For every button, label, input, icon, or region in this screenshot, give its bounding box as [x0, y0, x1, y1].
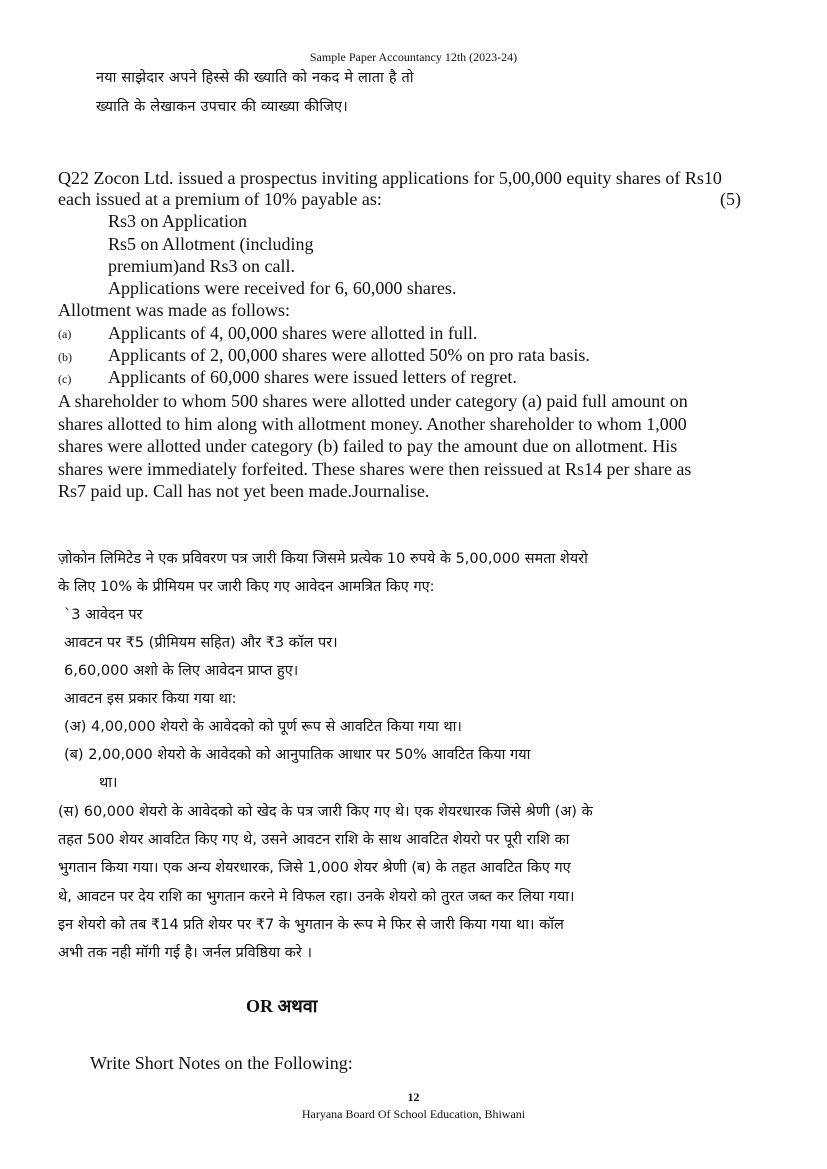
page-header: Sample Paper Accountancy 12th (2023-24) [309, 50, 518, 64]
hindi-line: के लिए 10% के प्रीमियम पर जारी किए गए आवेदन आमत्रित किए गए: [58, 579, 435, 596]
hindi-line: भुगतान किया गया। एक अन्य शेयरधारक, जिसे 1,000 शेयर श्रेणी (ब) के तहत आवटित किए गए [58, 860, 571, 877]
hindi-line: अभी तक नही मॉगी गई है। जर्नल प्रविष्ठिया करे । [58, 945, 312, 962]
allotment-item-text: Applicants of 60,000 shares were issued letters of regret. [108, 367, 517, 387]
marks-label: (5) [720, 189, 741, 209]
allotment-item-text: Applicants of 4, 00,000 shares were allotted in full. [108, 323, 478, 343]
q22-line-2: each issued at a premium of 10% payable as: [58, 189, 382, 209]
allotment-intro: Allotment was made as follows: [58, 300, 290, 320]
hindi-item-a: (अ) 4,00,000 शेयरो के आवेदको को पूर्ण रूप से आवटित किया गया था। [64, 719, 462, 735]
allotment-item-label: (a) [58, 327, 72, 341]
hindi-line: तहत 500 शेयर आवटित किए गए थे, उसने आवटन राशि के साथ आवटित शेयरो पर पूरी राशि का [58, 832, 570, 849]
footer-board: Haryana Board Of School Education, Bhiwani [301, 1107, 526, 1121]
q22-paragraph [58, 390, 765, 503]
paragraph-line: shares were allotted under category (b) failed to pay the amount due on allotment. His [58, 436, 678, 456]
allotment-item-label: (c) [58, 372, 72, 386]
q22-line-1: Q22 Zocon Ltd. issued a prospectus inviting applications for 5,00,000 equity shares of Rs10 [58, 168, 722, 188]
hindi-application: `3 आवेदन पर [64, 607, 143, 623]
hindi-line: इन शेयरो को तब ₹14 प्रति शेयर पर ₹7 के भुगतान के रूप मे फिर से जारी किया गया था। कॉल [58, 916, 564, 933]
hindi-item-b-cont: था। [99, 775, 118, 791]
hindi-line: (स) 60,000 शेयरो के आवेदको को खेद के पत्र जारी किए गए थे। एक शेयरधारक जिसे श्रेणी (अ) के [58, 804, 593, 820]
allotment-item-text: Applicants of 2, 00,000 shares were allotted 50% on pro rata basis. [108, 345, 590, 365]
q21-hindi-line-1: नया साझेदार अपने हिस्से की ख्याति को नकद मे लाता है तो [96, 70, 414, 86]
allotment-item-label: (b) [58, 350, 72, 364]
payment-call: premium)and Rs3 on call. [108, 256, 295, 276]
hindi-received: 6,60,000 अशो के लिए आवेदन प्राप्त हुए। [64, 663, 299, 679]
q21-hindi-line-2: ख्याति के लेखाकन उपचार की व्याख्या कीजिए। [96, 99, 348, 115]
q22-hindi-paragraph [58, 798, 764, 967]
applications-received: Applications were received for 6, 60,000 shares. [108, 278, 457, 298]
q22-question-intro [58, 167, 765, 190]
hindi-allotment: आवटन पर ₹5 (प्रीमियम सहित) और ₹3 कॉल पर। [64, 635, 338, 651]
hindi-line: थे, आवटन पर देय राशि का भुगतान करने मे विफल रहा। उनके शेयरो को तुरत जब्त कर लिया गया। [58, 888, 575, 905]
hindi-item-b: (ब) 2,00,000 शेयरो के आवेदको को आनुपातिक आधार पर 50% आवटित किया गया [64, 747, 531, 763]
hindi-line: ज़ोकोन लिमिटेड ने एक प्रविवरण पत्र जारी किया जिसमे प्रत्येक 10 रुपये के 5,00,000 समता शेयरो [58, 551, 588, 567]
short-notes-heading: Write Short Notes on the Following: [90, 1053, 353, 1073]
or-separator: OR अथवा [246, 996, 318, 1016]
paragraph-line: Rs7 paid up. Call has not yet been made.Journalise. [58, 481, 430, 501]
paragraph-line: A shareholder to whom 500 shares were allotted under category (a) paid full amount on [58, 391, 688, 411]
paragraph-line: shares allotted to him along with allotment money. Another shareholder to whom 1,000 [58, 413, 687, 434]
hindi-allot-intro: आवटन इस प्रकार किया गया था: [64, 691, 237, 707]
payment-allotment: Rs5 on Allotment (including [108, 234, 314, 254]
q22-hindi-intro [58, 545, 764, 601]
page-number: 12 [407, 1090, 420, 1104]
paragraph-line: shares were immediately forfeited. These shares were then reissued at Rs14 per share as [58, 458, 692, 479]
payment-application: Rs3 on Application [108, 211, 247, 231]
